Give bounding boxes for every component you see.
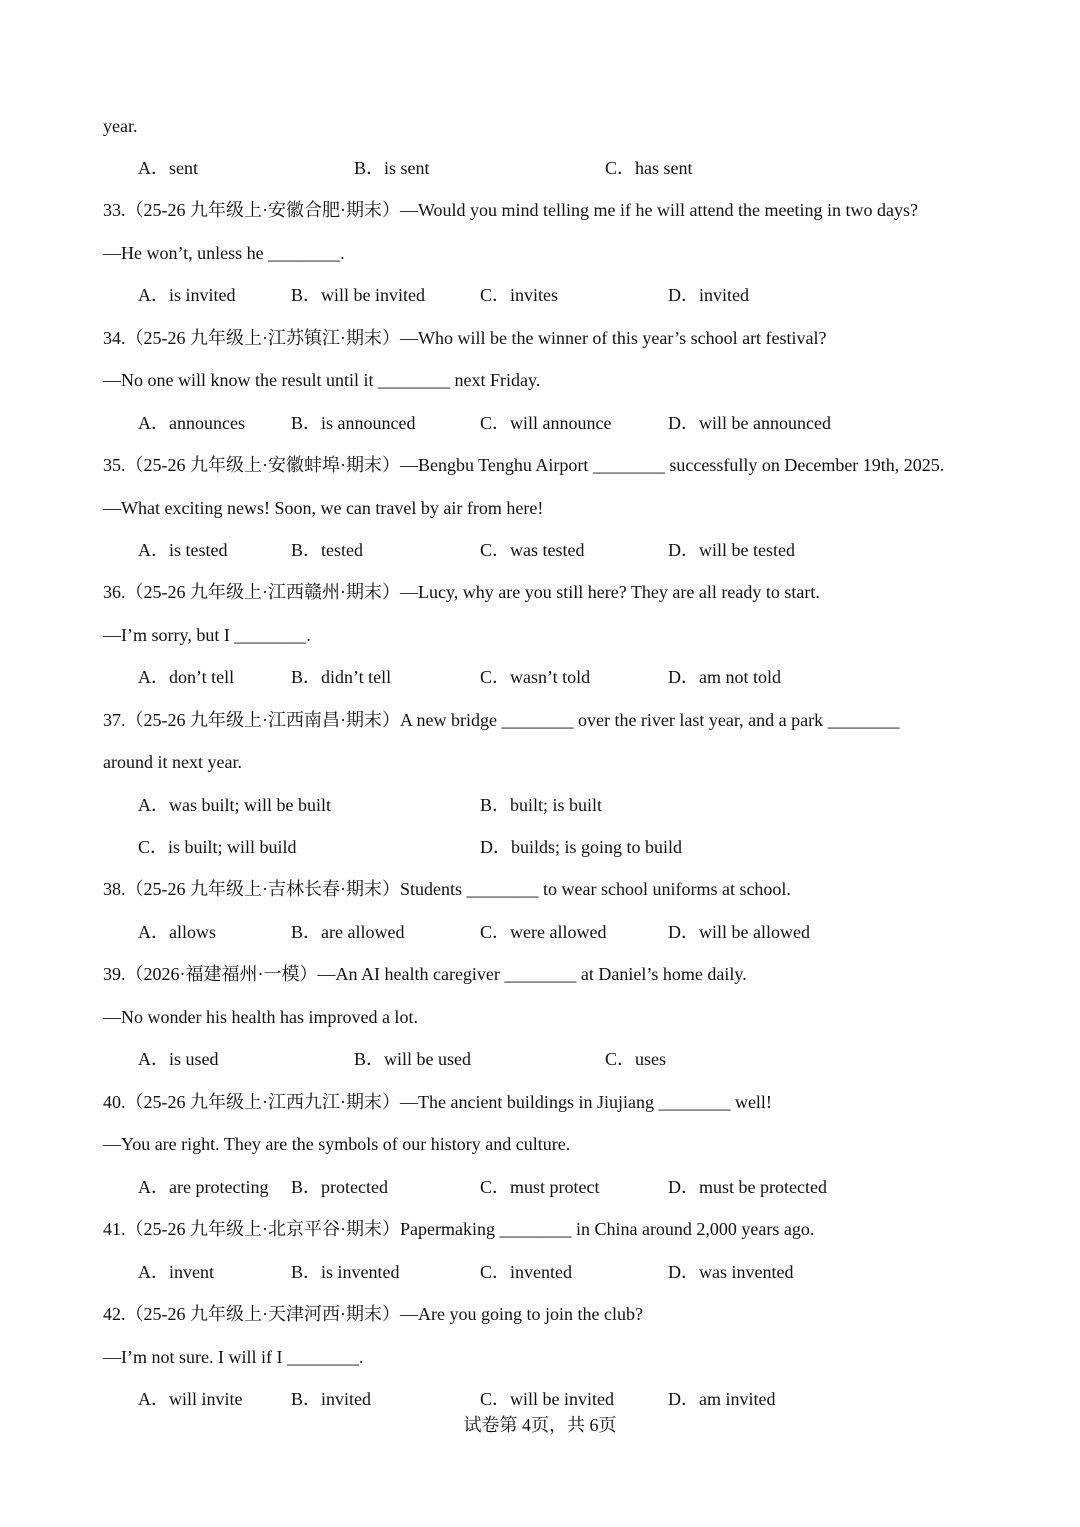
q32-option-b: B．is sent: [354, 158, 430, 178]
q37-option-d: D．builds; is going to build: [480, 837, 683, 857]
q38-stem: 38.（25-26 九年级上·吉林长春·期末）Students ________ to wear school uniforms at school.: [103, 879, 791, 899]
q39-reply: —No wonder his health has improved a lot.: [103, 1007, 418, 1027]
q40-option-d: D．must be protected: [668, 1177, 827, 1197]
q40-option-a: A．are protecting: [138, 1177, 269, 1197]
q34-option-c: C．will announce: [480, 413, 612, 433]
q33-option-b: B．will be invited: [291, 285, 425, 305]
q34-option-b: B．is announced: [291, 413, 416, 433]
q35-option-b: B．tested: [291, 540, 363, 560]
q39-option-b: B．will be used: [354, 1049, 471, 1069]
q36-stem: 36.（25-26 九年级上·江西赣州·期末）—Lucy, why are you still here? They are all ready to start.: [103, 582, 820, 602]
q33-reply: —He won’t, unless he ________.: [103, 243, 345, 263]
q38-option-b: B．are allowed: [291, 922, 405, 942]
q33-option-d: D．invited: [668, 285, 749, 305]
q32-option-c: C．has sent: [605, 158, 693, 178]
q38-option-c: C．were allowed: [480, 922, 607, 942]
q37-option-b: B．built; is built: [480, 795, 603, 815]
q42-stem: 42.（25-26 九年级上·天津河西·期末）—Are you going to join the club?: [103, 1304, 643, 1324]
q33-option-c: C．invites: [480, 285, 559, 305]
q37-stem-cont: around it next year.: [103, 752, 242, 772]
q39-option-a: A．is used: [138, 1049, 219, 1069]
q33-option-a: A．is invited: [138, 285, 236, 305]
q34-reply: —No one will know the result until it ________ next Friday.: [103, 370, 541, 390]
q41-option-a: A．invent: [138, 1262, 214, 1282]
q36-option-c: C．wasn’t told: [480, 667, 591, 687]
q34-option-a: A．announces: [138, 413, 245, 433]
q32-option-a: A．sent: [138, 158, 198, 178]
q37-option-a: A．was built; will be built: [138, 795, 331, 815]
q40-option-b: B．protected: [291, 1177, 388, 1197]
q36-option-a: A．don’t tell: [138, 667, 235, 687]
q35-option-d: D．will be tested: [668, 540, 795, 560]
page-footer: 试卷第 4页，共 6页: [463, 1415, 617, 1435]
q36-option-d: D．am not told: [668, 667, 781, 687]
q33-stem: 33.（25-26 九年级上·安徽合肥·期末）—Would you mind telling me if he will attend the meeting in two days?: [103, 200, 918, 220]
q37-option-c: C．is built; will build: [138, 837, 297, 857]
q41-option-b: B．is invented: [291, 1262, 400, 1282]
q38-option-d: D．will be allowed: [668, 922, 810, 942]
q36-option-b: B．didn’t tell: [291, 667, 392, 687]
q42-option-c: C．will be invited: [480, 1389, 614, 1409]
q40-option-c: C．must protect: [480, 1177, 600, 1197]
q41-option-d: D．was invented: [668, 1262, 794, 1282]
q41-stem: 41.（25-26 九年级上·北京平谷·期末）Papermaking ________ in China around 2,000 years ago.: [103, 1219, 815, 1239]
q40-stem: 40.（25-26 九年级上·江西九江·期末）—The ancient buildings in Jiujiang ________ well!: [103, 1092, 772, 1112]
q41-option-c: C．invented: [480, 1262, 572, 1282]
q42-option-a: A．will invite: [138, 1389, 243, 1409]
q39-stem: 39.（2026·福建福州·一模）—An AI health caregiver ________ at Daniel’s home daily.: [103, 964, 747, 984]
q36-reply: —I’m sorry, but I ________.: [103, 625, 311, 645]
q32-stem-end: year.: [103, 116, 138, 136]
q35-reply: —What exciting news! Soon, we can travel by air from here!: [103, 498, 544, 518]
q38-option-a: A．allows: [138, 922, 216, 942]
q39-option-c: C．uses: [605, 1049, 667, 1069]
q42-reply: —I’m not sure. I will if I ________.: [103, 1347, 364, 1367]
q35-stem: 35.（25-26 九年级上·安徽蚌埠·期末）—Bengbu Tenghu Airport ________ successfully on December 19th, 2025.: [103, 455, 945, 475]
q37-stem: 37.（25-26 九年级上·江西南昌·期末）A new bridge ________ over the river last year, and a park ________: [103, 710, 900, 730]
q42-option-d: D．am invited: [668, 1389, 776, 1409]
q35-option-c: C．was tested: [480, 540, 585, 560]
q35-option-a: A．is tested: [138, 540, 228, 560]
q40-reply: —You are right. They are the symbols of our history and culture.: [103, 1134, 571, 1154]
q34-option-d: D．will be announced: [668, 413, 831, 433]
q34-stem: 34.（25-26 九年级上·江苏镇江·期末）—Who will be the winner of this year’s school art festival?: [103, 328, 827, 348]
q42-option-b: B．invited: [291, 1389, 371, 1409]
